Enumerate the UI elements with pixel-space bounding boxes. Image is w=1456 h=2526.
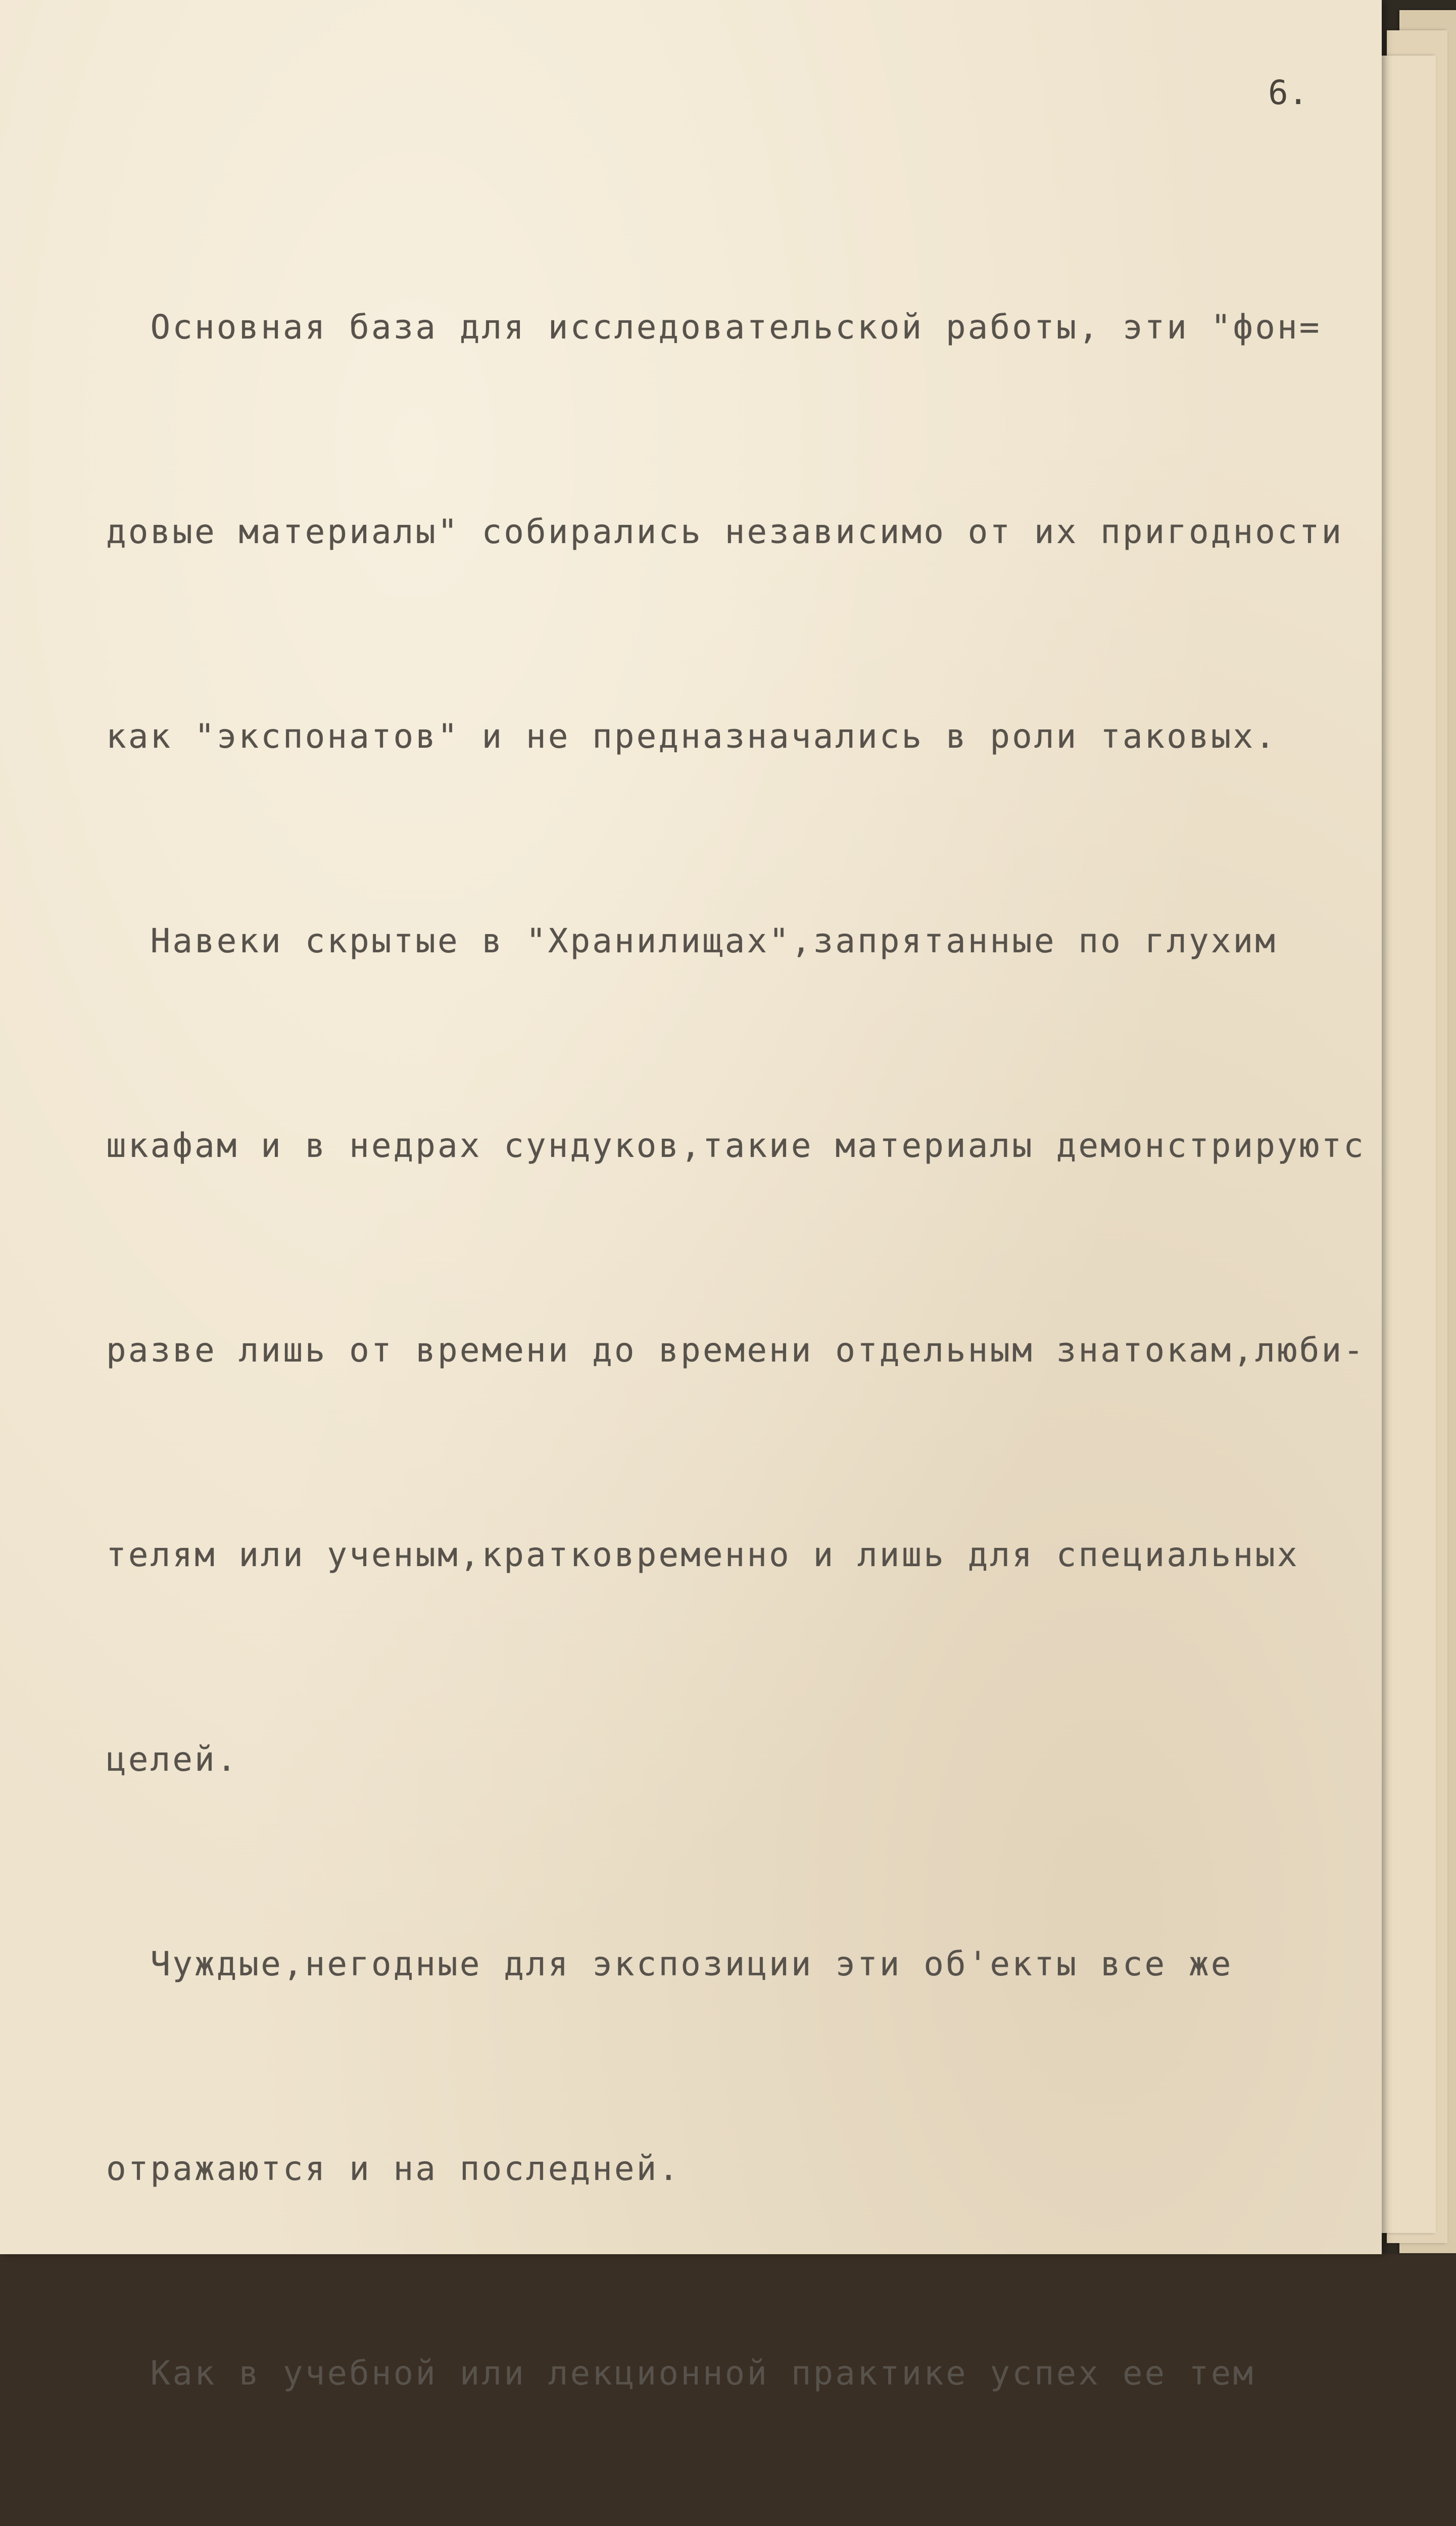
- text-line: как "экспонатов" и не предназначались в роли таковых.: [106, 717, 1277, 756]
- page-number: 6.: [1268, 73, 1308, 112]
- text-line: довые материалы" собирались независимо от их пригодности: [106, 512, 1344, 551]
- typescript-body: [106, 157, 1394, 2526]
- text-line: Навеки скрытые в "Хранилищах",запрятанные по глухим: [106, 921, 1277, 960]
- text-line: отражаются и на последней.: [106, 2149, 681, 2188]
- text-line: Как в учебной или лекционной практике успех ее тем: [106, 2354, 1255, 2393]
- text-line: целей.: [106, 1740, 239, 1779]
- text-line: Чуждые,негодные для экспозиции эти об'екты все же: [106, 1945, 1233, 1983]
- text-line: Основная база для исследовательской работы, эти "фон=: [106, 308, 1322, 347]
- text-line: шкафам и в недрах сундуков,такие материалы демонстрируютс: [106, 1126, 1366, 1165]
- text-line: разве лишь от времени до времени отдельным знатокам,люби-: [106, 1331, 1366, 1370]
- text-line: телям или ученым,кратковременно и лишь для специальных: [106, 1535, 1299, 1574]
